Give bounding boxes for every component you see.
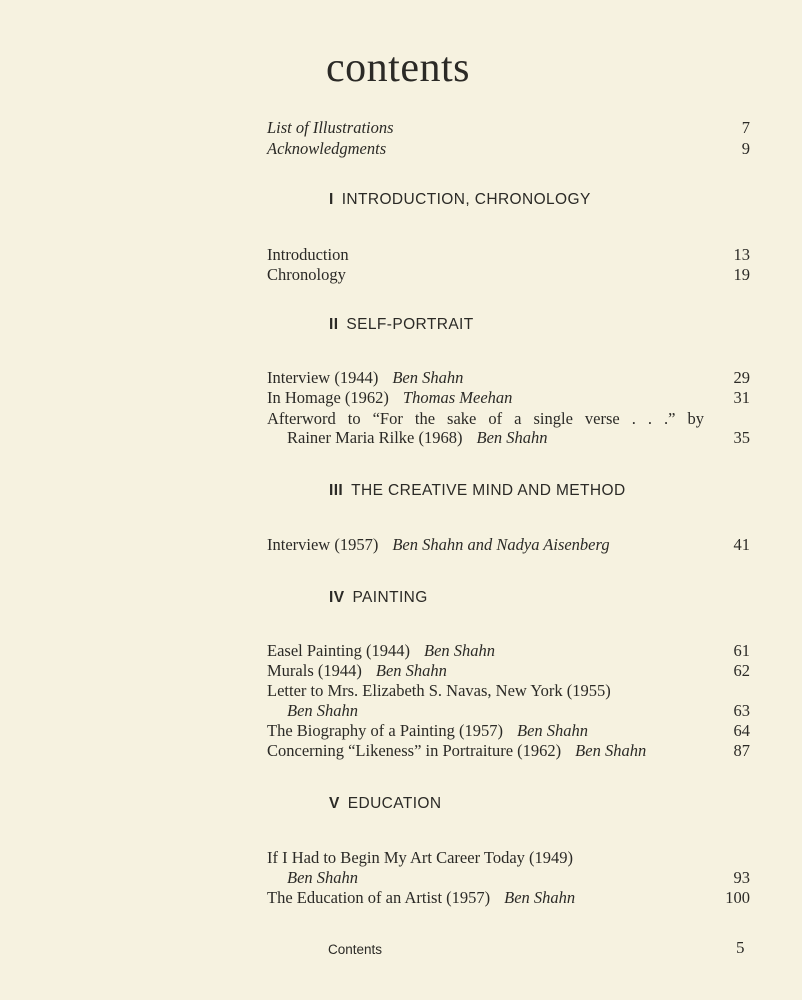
toc-entry-title: The Biography of a Painting (1957) [267, 721, 503, 740]
running-footer-label: Contents [328, 942, 383, 957]
toc-page-number: 31 [733, 388, 750, 407]
toc-entry-title: List of Illustrations [267, 118, 394, 137]
toc-entry-title: Introduction [267, 245, 349, 264]
section-title: SELF-PORTRAIT [346, 316, 474, 333]
toc-entry-in-homage[interactable] [267, 388, 750, 408]
toc-page-number: 41 [733, 535, 750, 554]
toc-page-number: 100 [725, 888, 750, 907]
toc-entry-letter-line1[interactable] [267, 681, 750, 701]
toc-page-number: 87 [733, 741, 750, 760]
toc-entry-letter-line2[interactable] [287, 701, 750, 721]
toc-entry-likeness[interactable] [267, 741, 750, 761]
toc-entry-title: The Education of an Artist (1957) [267, 888, 491, 907]
toc-entry-author: Ben Shahn [476, 428, 548, 447]
section-title: THE CREATIVE MIND AND METHOD [351, 482, 626, 499]
toc-entry-author: Ben Shahn [287, 701, 359, 720]
toc-entry-title: Concerning “Likeness” in Portraiture (1962) [267, 741, 562, 760]
toc-entry-title: Chronology [267, 265, 346, 284]
toc-entry-author: Thomas Meehan [402, 388, 513, 407]
toc-page-number: 19 [733, 265, 750, 284]
toc-entry-afterword-line2[interactable] [287, 428, 750, 448]
toc-entry-afterword-line1[interactable] [267, 409, 704, 429]
toc-entry-illustrations[interactable] [267, 118, 750, 138]
toc-page-number: 29 [733, 368, 750, 387]
section-numeral: II [329, 316, 339, 333]
section-heading-5 [329, 795, 441, 813]
section-heading-3 [329, 482, 626, 500]
toc-entry-title: Easel Painting (1944) [267, 641, 410, 660]
toc-page-number: 61 [733, 641, 750, 660]
toc-entry-easel-painting[interactable] [267, 641, 750, 661]
section-title: PAINTING [352, 589, 428, 606]
toc-entry-murals[interactable] [267, 661, 750, 681]
toc-entry-title: In Homage (1962) [267, 388, 389, 407]
toc-entry-title: Letter to Mrs. Elizabeth S. Navas, New York (1955) [267, 681, 611, 700]
toc-entry-author: Ben Shahn [517, 721, 589, 740]
toc-entry-chronology[interactable] [267, 265, 750, 285]
section-heading-4 [329, 589, 428, 607]
toc-entry-author: Ben Shahn [392, 368, 464, 387]
toc-entry-acknowledgments[interactable] [267, 139, 750, 159]
toc-page-number: 64 [733, 721, 750, 740]
section-heading-2 [329, 316, 474, 334]
section-numeral: III [329, 482, 344, 499]
toc-entry-title: Afterword to “For the sake of a single verse . . .” by [267, 409, 704, 428]
toc-entry-title: If I Had to Begin My Art Career Today (1949) [267, 848, 574, 867]
toc-page-number: 35 [733, 428, 750, 447]
toc-entry-author: Ben Shahn [423, 641, 496, 660]
section-numeral: V [329, 795, 340, 812]
toc-page-number: 7 [741, 118, 750, 137]
section-numeral: IV [329, 589, 345, 606]
section-title: EDUCATION [347, 795, 442, 812]
toc-entry-career-line2[interactable] [287, 868, 750, 888]
toc-page-number: 9 [741, 139, 750, 158]
toc-entry-interview-1944[interactable] [267, 368, 750, 388]
toc-entry-title: Interview (1957) [267, 535, 379, 554]
toc-entry-biography[interactable] [267, 721, 750, 741]
toc-entry-author: Ben Shahn [504, 888, 576, 907]
folio-page-number: 5 [736, 938, 745, 957]
section-heading-1 [329, 191, 591, 209]
toc-entry-title: Acknowledgments [267, 139, 387, 158]
toc-page-number: 62 [733, 661, 750, 680]
toc-entry-author: Ben Shahn [287, 868, 359, 887]
toc-entry-author: Ben Shahn [375, 661, 447, 680]
toc-entry-author: Ben Shahn [575, 741, 647, 760]
section-title: INTRODUCTION, CHRONOLOGY [341, 191, 591, 208]
toc-page-number: 13 [733, 245, 750, 264]
toc-entry-author: Ben Shahn and Nadya Aisenberg [392, 535, 610, 554]
page-title: contents [326, 45, 470, 91]
toc-page-number: 93 [733, 868, 750, 887]
toc-entry-education[interactable] [267, 888, 750, 908]
toc-entry-interview-1957[interactable] [267, 535, 750, 555]
toc-entry-career-line1[interactable] [267, 848, 750, 868]
toc-page-number: 63 [733, 701, 750, 720]
toc-entry-introduction[interactable] [267, 245, 750, 265]
section-numeral: I [329, 191, 334, 208]
toc-entry-title: Rainer Maria Rilke (1968) [287, 428, 463, 447]
toc-entry-title: Murals (1944) [267, 661, 362, 680]
toc-entry-title: Interview (1944) [267, 368, 379, 387]
